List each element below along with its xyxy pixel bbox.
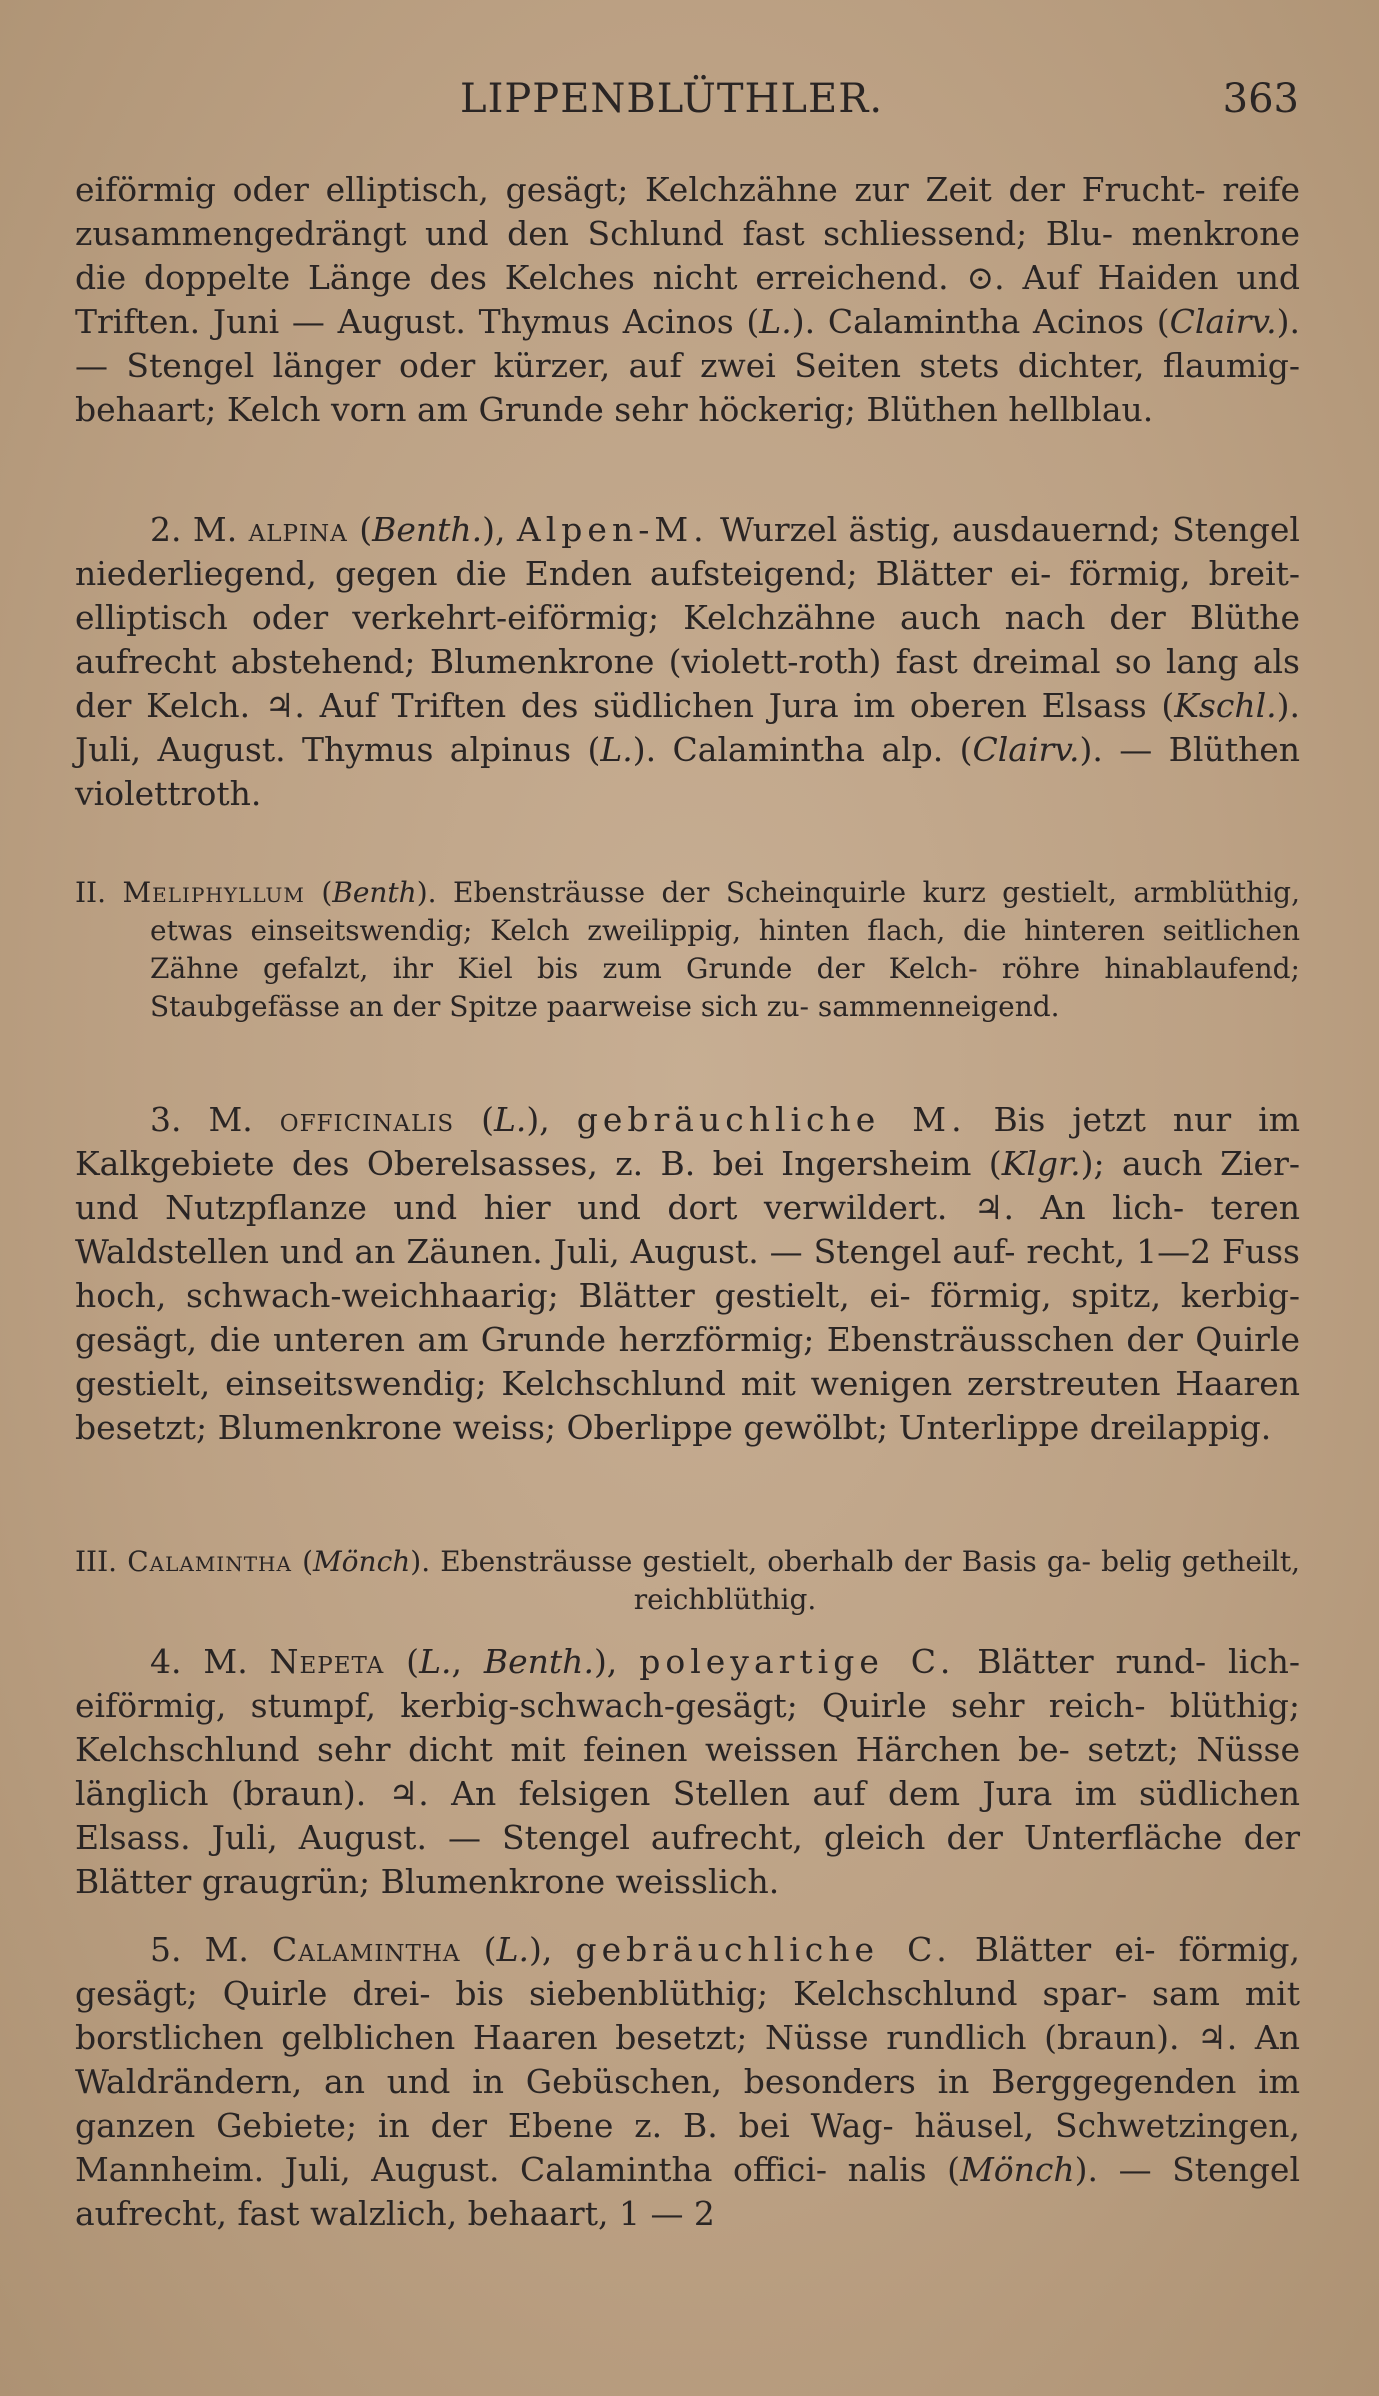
page-number: 363: [1222, 76, 1299, 122]
text-run: Calamintha: [127, 1545, 292, 1578]
text-run: ). — Stengel aufrecht, fast walzlich, behaart, 1 — 2: [75, 2150, 1300, 2233]
text-run: Bis jetzt nur im Kalkgebiete des Oberelsasses, z. B. bei Ingersheim (: [75, 1100, 1301, 1183]
text-block: [75, 1098, 1300, 1450]
text-block: [75, 1928, 1300, 2236]
text-run: Wurzel ästig, ausdauernd; Stengel niederliegend, gegen die Enden aufsteigend; Blätter ei- förmig, breit-elliptisch oder verkehrt-eiförmig; Kelchzähne auch nach der Blüthe aufrecht abstehend; Blumenkrone (violett-roth) fast dreimal so lang als der Kelch. ♃. Auf Triften des südlichen Jura im oberen Elsass (: [75, 510, 1300, 725]
text-run: 2. M.: [150, 510, 249, 549]
text-run: (: [460, 1930, 497, 1969]
text-run: gebräuchliche C.: [575, 1930, 952, 1969]
text-run: Blätter ei- förmig, gesägt; Quirle drei- bis siebenblüthig; Kelchschlund spar- sam mit borstlichen gelblichen Haaren besetzt; Nüsse rundlich (braun). ♃. An Waldrändern, an und in Gebüschen, besonders in Berggegenden im ganzen Gebiete; in der Ebene z. B. bei Wag- häusel, Schwetzingen, Mannheim. Juli, August. Calamintha offici- nalis (: [75, 1930, 1300, 2189]
text-run: ). — Stengel länger oder kürzer, auf zwei Seiten stets dichter, flaumig-behaart; Kelch vorn am Grunde sehr höckerig; Blüthen hellblau.: [75, 302, 1300, 429]
text-run: L.: [493, 1100, 527, 1139]
text-run: Alpen-M.: [516, 510, 709, 549]
text-run: ); auch Zier- und Nutzpflanze und hier und dort verwildert. ♃. An lich- teren Waldstellen und an Zäunen. Juli, August. — Stengel auf- recht, 1—2 Fuss hoch, schwach-weichhaarig; Blätter gestielt, ei- förmig, spitz, kerbig-gesägt, die unteren am Grunde herzförmig; Ebensträusschen der Quirle gestielt, einseitswendig; Kelchschlund mit wenigen zerstreuten Haaren besetzt; Blumenkrone weiss; Oberlippe gewölbt; Unterlippe dreilappig.: [75, 1144, 1301, 1447]
text-block: [75, 874, 1300, 1026]
text-run: (: [384, 1642, 420, 1681]
text-run: Meliphyllum: [122, 876, 305, 909]
text-run: Nepeta: [269, 1642, 385, 1681]
text-block: [75, 1640, 1300, 1904]
text-run: (: [454, 1100, 494, 1139]
text-run: ),: [526, 1100, 577, 1139]
text-run: 4. M.: [150, 1642, 270, 1681]
text-run: II.: [75, 876, 123, 909]
text-run: officinalis: [279, 1100, 455, 1139]
text-run: Kschl.: [1174, 686, 1277, 725]
text-run: poleyartige C.: [639, 1642, 956, 1681]
text-block: [75, 1543, 1300, 1619]
text-run: Benth.: [372, 510, 483, 549]
text-run: Mönch: [313, 1545, 411, 1578]
text-run: (: [291, 1545, 314, 1578]
text-run: ,: [451, 1642, 484, 1681]
text-run: Benth: [332, 876, 417, 909]
text-run: ),: [482, 510, 517, 549]
text-run: ). — Blüthen violettroth.: [75, 730, 1301, 813]
text-block: [75, 508, 1300, 816]
text-run: ). Calamintha Acinos (: [791, 302, 1170, 341]
text-run: 5. M.: [150, 1930, 273, 1969]
species-paragraph: [75, 1098, 1300, 1450]
text-run: Benth.: [483, 1642, 594, 1681]
text-run: ). Ebensträusse gestielt, oberhalb der Basis ga- belig getheilt, reichblüthig.: [410, 1545, 1301, 1616]
species-paragraph: [75, 168, 1300, 432]
text-run: ). Ebensträusse der Scheinquirle kurz gestielt, armblüthig, etwas einseitswendig; Kelch zweilippig, hinten flach, die hinteren seitlichen Zähne gefalzt, ihr Kiel bis zum Grunde der Kelch- röhre hinablaufend; Staubgefässe an der Spitze paarweise sich zu- sammenneigend.: [150, 876, 1300, 1023]
running-title: LIPPENBLÜTHLER.: [460, 76, 884, 122]
text-run: Mönch: [960, 2150, 1075, 2189]
text-run: (: [304, 876, 333, 909]
text-run: Blätter rund- lich-eiförmig, stumpf, kerbig-schwach-gesägt; Quirle sehr reich- blüthig; Kelchschlund sehr dicht mit feinen weissen Härchen be- setzt; Nüsse länglich (braun). ♃. An felsigen Stellen auf dem Jura im südlichen Elsass. Juli, August. — Stengel aufrecht, gleich der Unterfläche der Blätter graugrün; Blumenkrone weisslich.: [75, 1642, 1301, 1901]
text-run: ),: [528, 1930, 576, 1969]
species-paragraph: [75, 508, 1300, 816]
text-run: ),: [593, 1642, 640, 1681]
text-run: eiförmig oder elliptisch, gesägt; Kelchzähne zur Zeit der Frucht- reife zusammengedrängt und den Schlund fast schliessend; Blu- menkrone die doppelte Länge des Kelches nicht erreichend. ⊙. Auf Haiden und Triften. Juni — August. Thymus Acinos (: [75, 170, 1300, 341]
text-run: gebräuchliche M.: [576, 1100, 967, 1139]
text-run: Klgr.: [1001, 1144, 1081, 1183]
page-header: [0, 76, 1379, 136]
text-run: alpina: [248, 510, 348, 549]
text-run: ). Juli, August. Thymus alpinus (: [75, 686, 1300, 769]
text-block: [75, 168, 1300, 432]
text-run: Calamintha: [272, 1930, 461, 1969]
section-heading: [75, 874, 1300, 1026]
text-run: (: [347, 510, 373, 549]
text-run: Clairv.: [1169, 302, 1277, 341]
text-run: 3. M.: [150, 1100, 280, 1139]
text-run: III.: [75, 1545, 128, 1578]
species-paragraph: [75, 1928, 1300, 2236]
text-run: ). Calamintha alp. (: [632, 730, 973, 769]
text-run: Clairv.: [972, 730, 1080, 769]
text-run: L.: [496, 1930, 529, 1969]
section-heading: [75, 1543, 1300, 1619]
text-run: L.: [759, 302, 792, 341]
species-paragraph: [75, 1640, 1300, 1904]
text-run: L.: [600, 730, 633, 769]
text-run: L.: [419, 1642, 452, 1681]
